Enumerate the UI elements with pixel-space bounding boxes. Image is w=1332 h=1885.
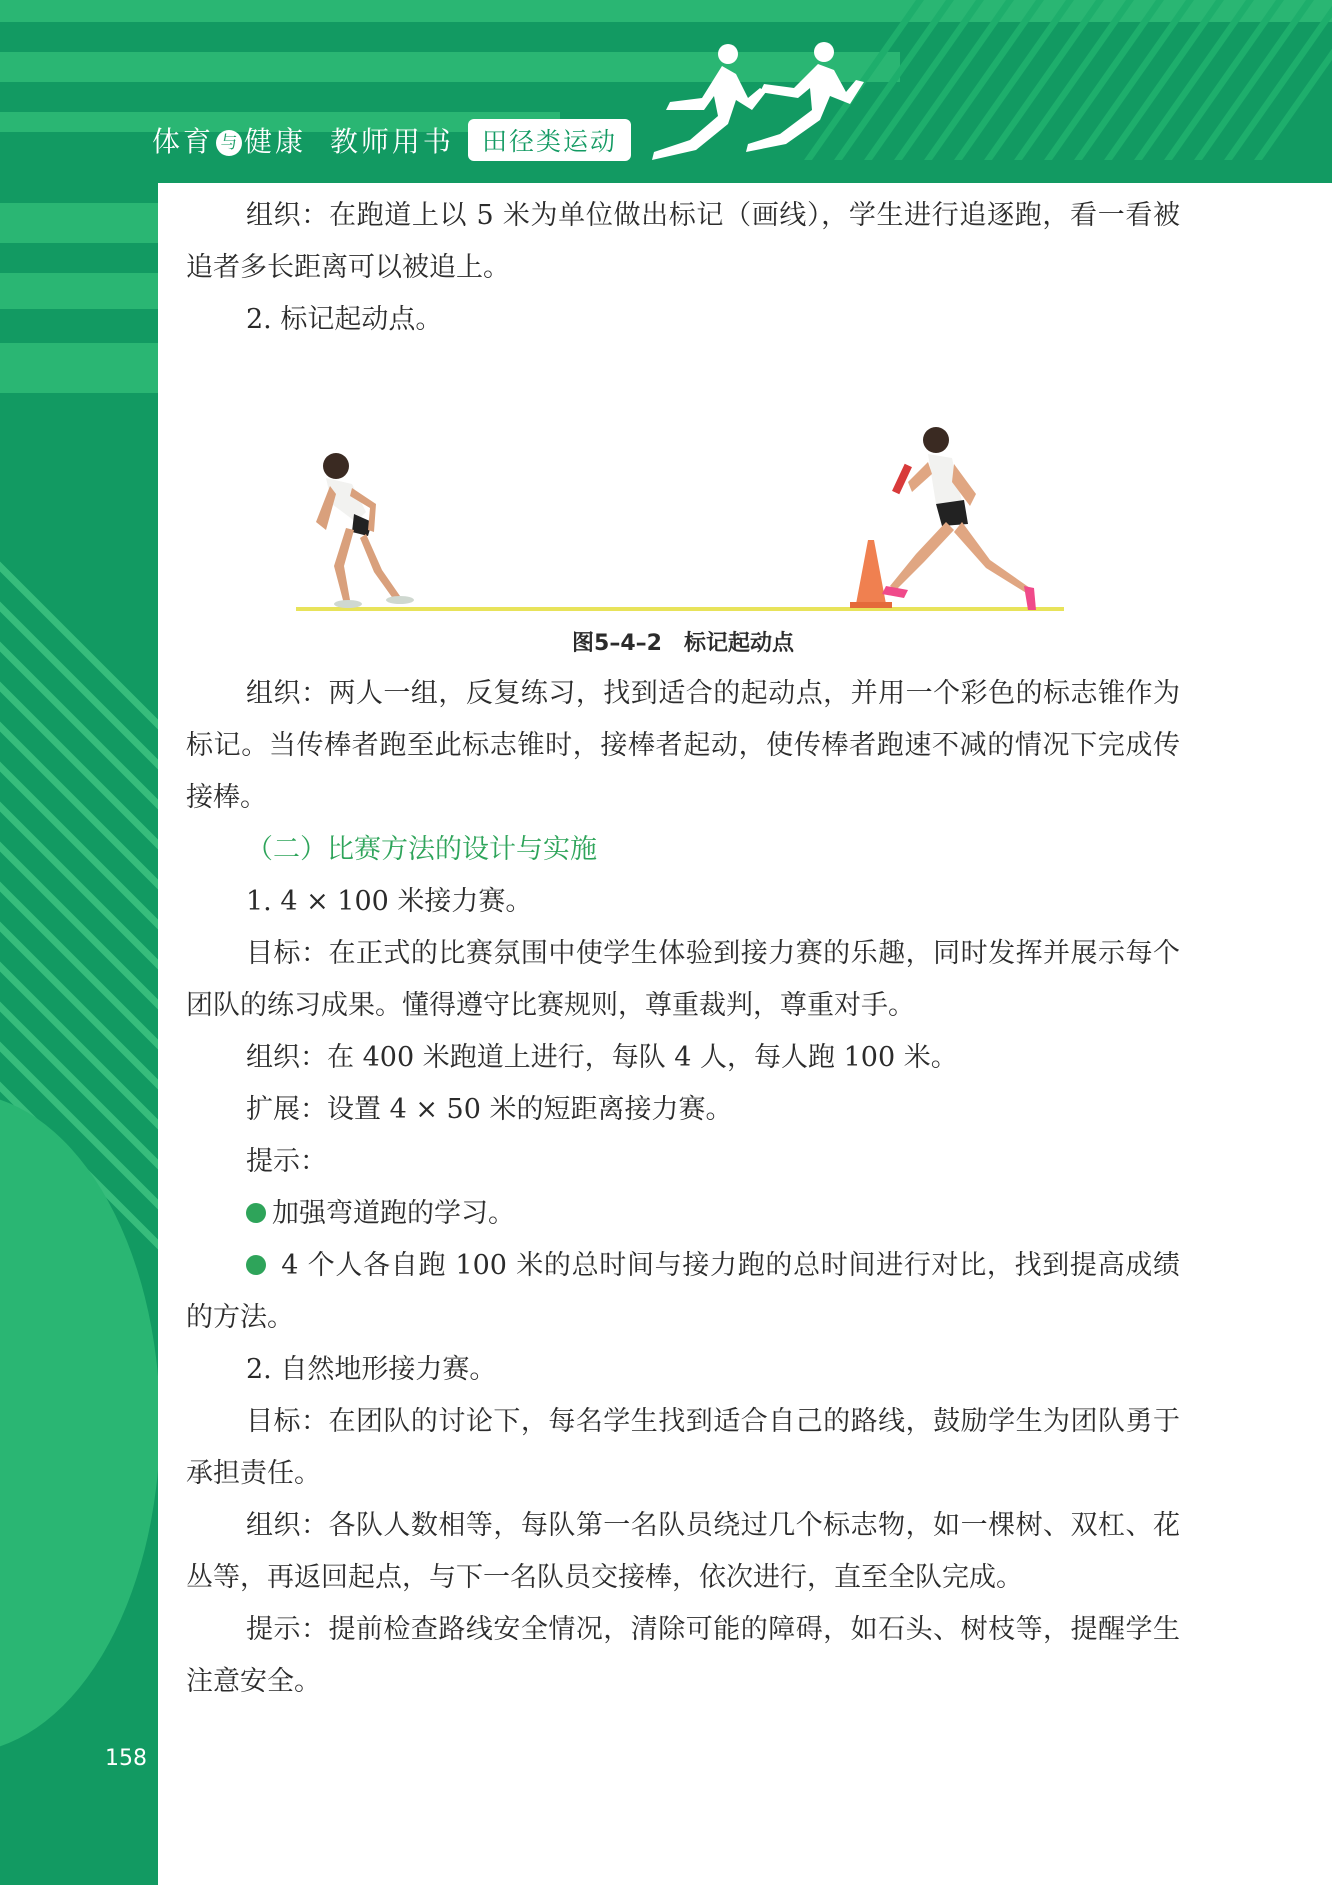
- band-block: [0, 203, 158, 243]
- page-body: [186, 190, 1180, 1708]
- list-heading: 2. 标记起动点。: [246, 304, 443, 335]
- bullet-item: 4 个人各自跑 100 米的总时间与接力跑的总时间进行对比，找到提高成绩的方法。: [186, 1250, 1180, 1333]
- marker-cone-icon: [850, 540, 892, 608]
- paragraph: 组织：在 400 米跑道上进行，每队 4 人，每人跑 100 米。: [246, 1042, 958, 1073]
- paragraph: 目标：在正式的比赛氛围中使学生体验到接力赛的乐趣，同时发挥并展示每个团队的练习成果。懂得遵守比赛规则，尊重裁判，尊重对手。: [186, 938, 1180, 1021]
- diagonal-stripe: [0, 352, 158, 781]
- chevron-stripe: [984, 0, 1104, 160]
- page-number: 158: [105, 1746, 147, 1771]
- paragraph: 提示：提前检查路线安全情况，清除可能的障碍，如石头、树枝等，提醒学生注意安全。: [186, 1614, 1180, 1697]
- title-connector-badge: 与: [216, 130, 242, 156]
- chevron-stripe: [954, 0, 1074, 160]
- chevron-stripe: [1164, 0, 1284, 160]
- chevron-stripe: [894, 0, 1014, 160]
- figure-illustration: [186, 354, 1180, 624]
- chevron-stripe: [1044, 0, 1164, 160]
- band-block: [0, 343, 158, 393]
- bullet-dot-icon: [246, 1203, 266, 1223]
- book-title: 体育 与 健康 教师用书: [152, 125, 454, 158]
- chevron-stripe: [1194, 0, 1314, 160]
- paragraph: 组织：两人一组，反复练习，找到适合的起动点，并用一个彩色的标志锥作为标记。当传棒者跑至此标志锥时，接棒者起动，使传棒者跑速不减的情况下完成传接棒。: [186, 678, 1180, 813]
- section-heading: （二）比赛方法的设计与实施: [246, 834, 597, 865]
- band-block: [0, 273, 158, 309]
- paragraph: 目标：在团队的讨论下，每名学生找到适合自己的路线，鼓励学生为团队勇于承担责任。: [186, 1406, 1180, 1489]
- chevron-stripe: [1014, 0, 1134, 160]
- chevron-stripe: [1074, 0, 1194, 160]
- page-header: [0, 0, 1332, 183]
- bullet-item: 加强弯道跑的学习。: [186, 1188, 1180, 1240]
- chapter-tag: 田径类运动: [468, 119, 631, 161]
- paragraph: 提示：: [246, 1146, 327, 1177]
- runner-silhouettes-icon: [640, 40, 880, 165]
- chevron-stripe: [1134, 0, 1254, 160]
- receiver-athlete-icon: [316, 453, 414, 608]
- list-heading: 1. 4 × 100 米接力赛。: [246, 886, 533, 917]
- figure-caption: 图5–4–2 标记起动点: [572, 631, 794, 656]
- book-subtitle: 教师用书: [329, 125, 454, 158]
- chevron-stripe: [1104, 0, 1224, 160]
- header-stripe: [0, 0, 1332, 22]
- figure-marking-start-point: [186, 354, 1180, 624]
- left-decorative-band: [0, 183, 158, 1885]
- paragraph: 组织：各队人数相等，每队第一名队员绕过几个标志物，如一棵树、双杠、花丛等，再返回起点，与下一名队员交接棒，依次进行，直至全队完成。: [186, 1510, 1180, 1593]
- paragraph: 扩展：设置 4 × 50 米的短距离接力赛。: [246, 1094, 733, 1125]
- chevron-stripe: [924, 0, 1044, 160]
- bullet-dot-icon: [246, 1255, 266, 1275]
- paragraph: 组织：在跑道上以 5 米为单位做出标记（画线），学生进行追逐跑，看一看被追者多长距离可以被追上。: [186, 200, 1180, 283]
- list-heading: 2. 自然地形接力赛。: [246, 1354, 497, 1385]
- passer-athlete-icon: [882, 427, 1036, 610]
- diagonal-stripe: [0, 392, 158, 821]
